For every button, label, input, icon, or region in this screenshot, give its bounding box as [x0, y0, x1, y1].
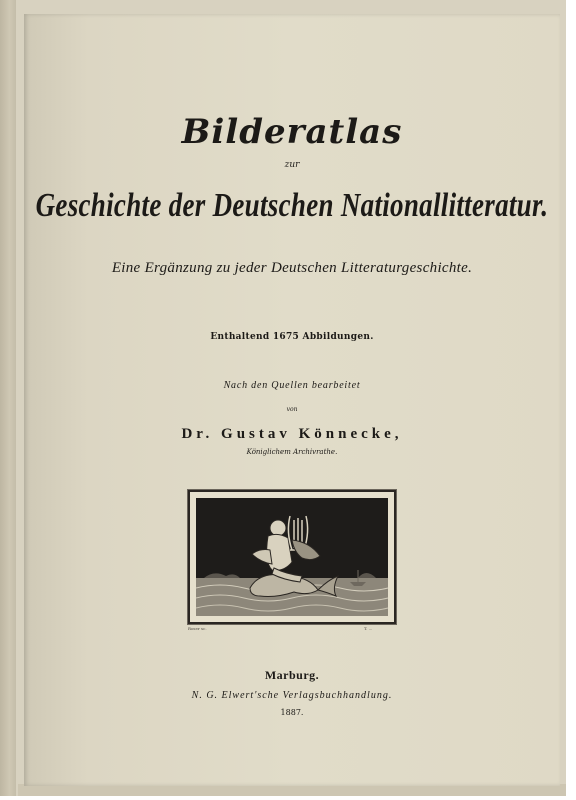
- supplement-line: Eine Ergänzung zu jeder Deutschen Litteraturgeschichte.: [111, 260, 473, 276]
- vignette-engraving: [188, 490, 396, 624]
- engraving-image: [190, 492, 394, 622]
- title-connector: zur: [284, 160, 300, 170]
- edited-note: Nach den Quellen bearbeitet: [223, 380, 361, 391]
- author-role: Königlichem Archivrathe.: [246, 448, 338, 456]
- imprint-place: Marburg.: [264, 668, 320, 682]
- title-page: [24, 14, 560, 786]
- illustrations-note: Enthaltend 1675 Abbildungen.: [210, 332, 374, 342]
- imprint-year: 1887.: [280, 708, 304, 717]
- engraver-caption: Roser sc.: [188, 626, 207, 631]
- page-edge: [0, 0, 16, 796]
- vignette-caption: T. ...: [364, 626, 373, 631]
- author-name: Dr. Gustav Könnecke,: [181, 426, 403, 442]
- book-title: Bilderatlas: [181, 112, 403, 152]
- imprint-publisher: N. G. Elwert'sche Verlagsbuchhandlung.: [191, 690, 393, 701]
- book-subtitle: Geschichte der Deutschen Nationallitteratur.: [35, 186, 549, 224]
- by-word: von: [286, 406, 298, 413]
